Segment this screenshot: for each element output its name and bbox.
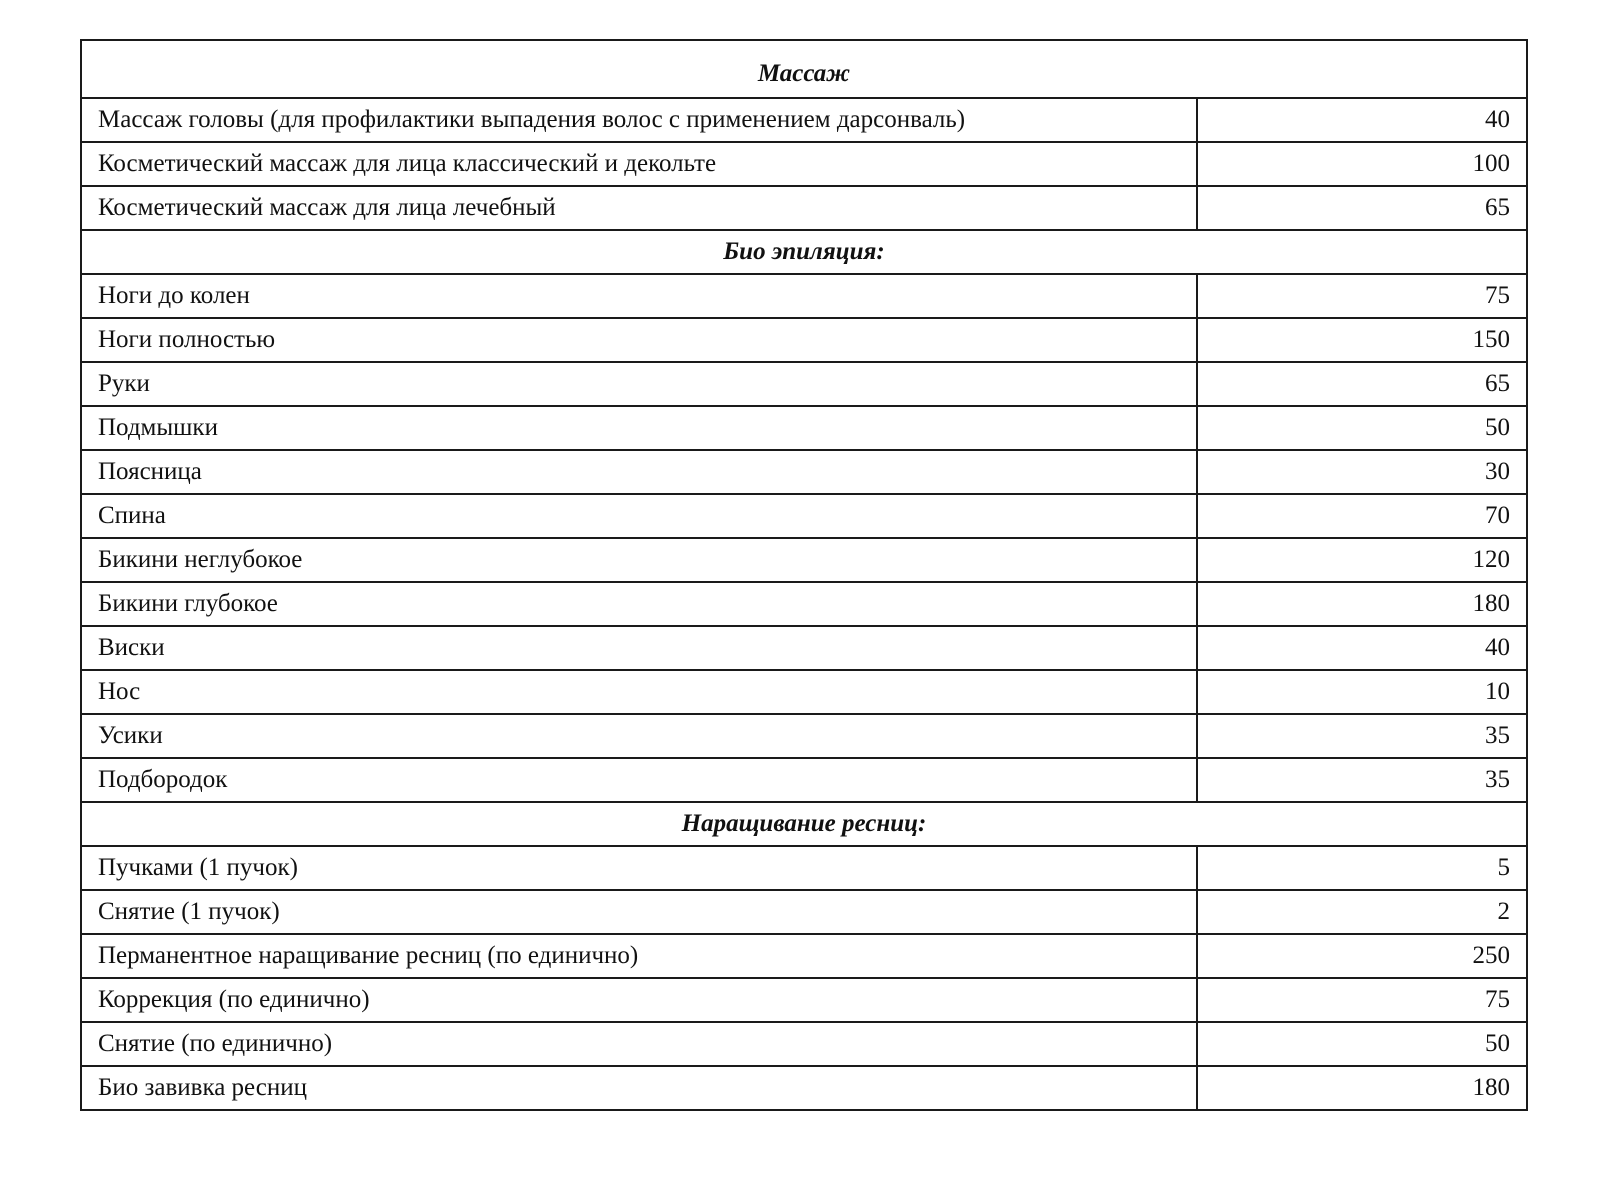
service-name: Подбородок: [81, 758, 1197, 802]
service-price: 75: [1197, 978, 1527, 1022]
table-row: [81, 494, 1527, 538]
service-price: 35: [1197, 714, 1527, 758]
service-price: 5: [1197, 846, 1527, 890]
service-name: Ноги полностью: [81, 318, 1197, 362]
service-price: 50: [1197, 406, 1527, 450]
table-row: [81, 362, 1527, 406]
service-price: 75: [1197, 274, 1527, 318]
service-name: Нос: [81, 670, 1197, 714]
service-name: Ноги до колен: [81, 274, 1197, 318]
service-price: 50: [1197, 1022, 1527, 1066]
service-name: Перманентное наращивание ресниц (по единично): [81, 934, 1197, 978]
service-price: 100: [1197, 142, 1527, 186]
service-price: 65: [1197, 186, 1527, 230]
service-price: 40: [1197, 626, 1527, 670]
table-row: [81, 934, 1527, 978]
service-name: Бикини глубокое: [81, 582, 1197, 626]
service-name: Снятие (по единично): [81, 1022, 1197, 1066]
section-title-eyelash-extension: Наращивание ресниц:: [81, 802, 1527, 846]
table-row: [81, 890, 1527, 934]
service-name: Бикини неглубокое: [81, 538, 1197, 582]
section-title-massage: Массаж: [81, 40, 1527, 98]
table-row: [81, 538, 1527, 582]
table-row: [81, 318, 1527, 362]
price-list-table: [80, 39, 1528, 1111]
service-name: Руки: [81, 362, 1197, 406]
service-name: Косметический массаж для лица классический и декольте: [81, 142, 1197, 186]
service-name: Массаж головы (для профилактики выпадения волос с применением дарсонваль): [81, 98, 1197, 142]
service-name: Подмышки: [81, 406, 1197, 450]
table-row: [81, 98, 1527, 142]
service-price: 120: [1197, 538, 1527, 582]
service-name: Поясница: [81, 450, 1197, 494]
service-price: 70: [1197, 494, 1527, 538]
table-row: [81, 142, 1527, 186]
table-row: [81, 406, 1527, 450]
service-name: Пучками (1 пучок): [81, 846, 1197, 890]
service-price: 65: [1197, 362, 1527, 406]
service-name: Косметический массаж для лица лечебный: [81, 186, 1197, 230]
table-row: [81, 670, 1527, 714]
service-name: Снятие (1 пучок): [81, 890, 1197, 934]
service-name: Спина: [81, 494, 1197, 538]
service-price: 35: [1197, 758, 1527, 802]
table-row: [81, 1066, 1527, 1110]
table-row: [81, 758, 1527, 802]
service-price: 30: [1197, 450, 1527, 494]
table-row: [81, 186, 1527, 230]
table-row: [81, 846, 1527, 890]
table-row: [81, 626, 1527, 670]
section-header-row: [81, 230, 1527, 274]
table-row: [81, 714, 1527, 758]
section-title-bio-epilation: Био эпиляция:: [81, 230, 1527, 274]
table-row: [81, 582, 1527, 626]
service-price: 2: [1197, 890, 1527, 934]
service-name: Усики: [81, 714, 1197, 758]
section-header-row: [81, 802, 1527, 846]
table-row: [81, 450, 1527, 494]
service-name: Био завивка ресниц: [81, 1066, 1197, 1110]
service-price: 10: [1197, 670, 1527, 714]
service-price: 180: [1197, 582, 1527, 626]
table-row: [81, 1022, 1527, 1066]
service-name: Коррекция (по единично): [81, 978, 1197, 1022]
service-price: 150: [1197, 318, 1527, 362]
service-name: Виски: [81, 626, 1197, 670]
table-row: [81, 274, 1527, 318]
section-header-row: [81, 40, 1527, 98]
service-price: 180: [1197, 1066, 1527, 1110]
table-row: [81, 978, 1527, 1022]
service-price: 40: [1197, 98, 1527, 142]
service-price: 250: [1197, 934, 1527, 978]
